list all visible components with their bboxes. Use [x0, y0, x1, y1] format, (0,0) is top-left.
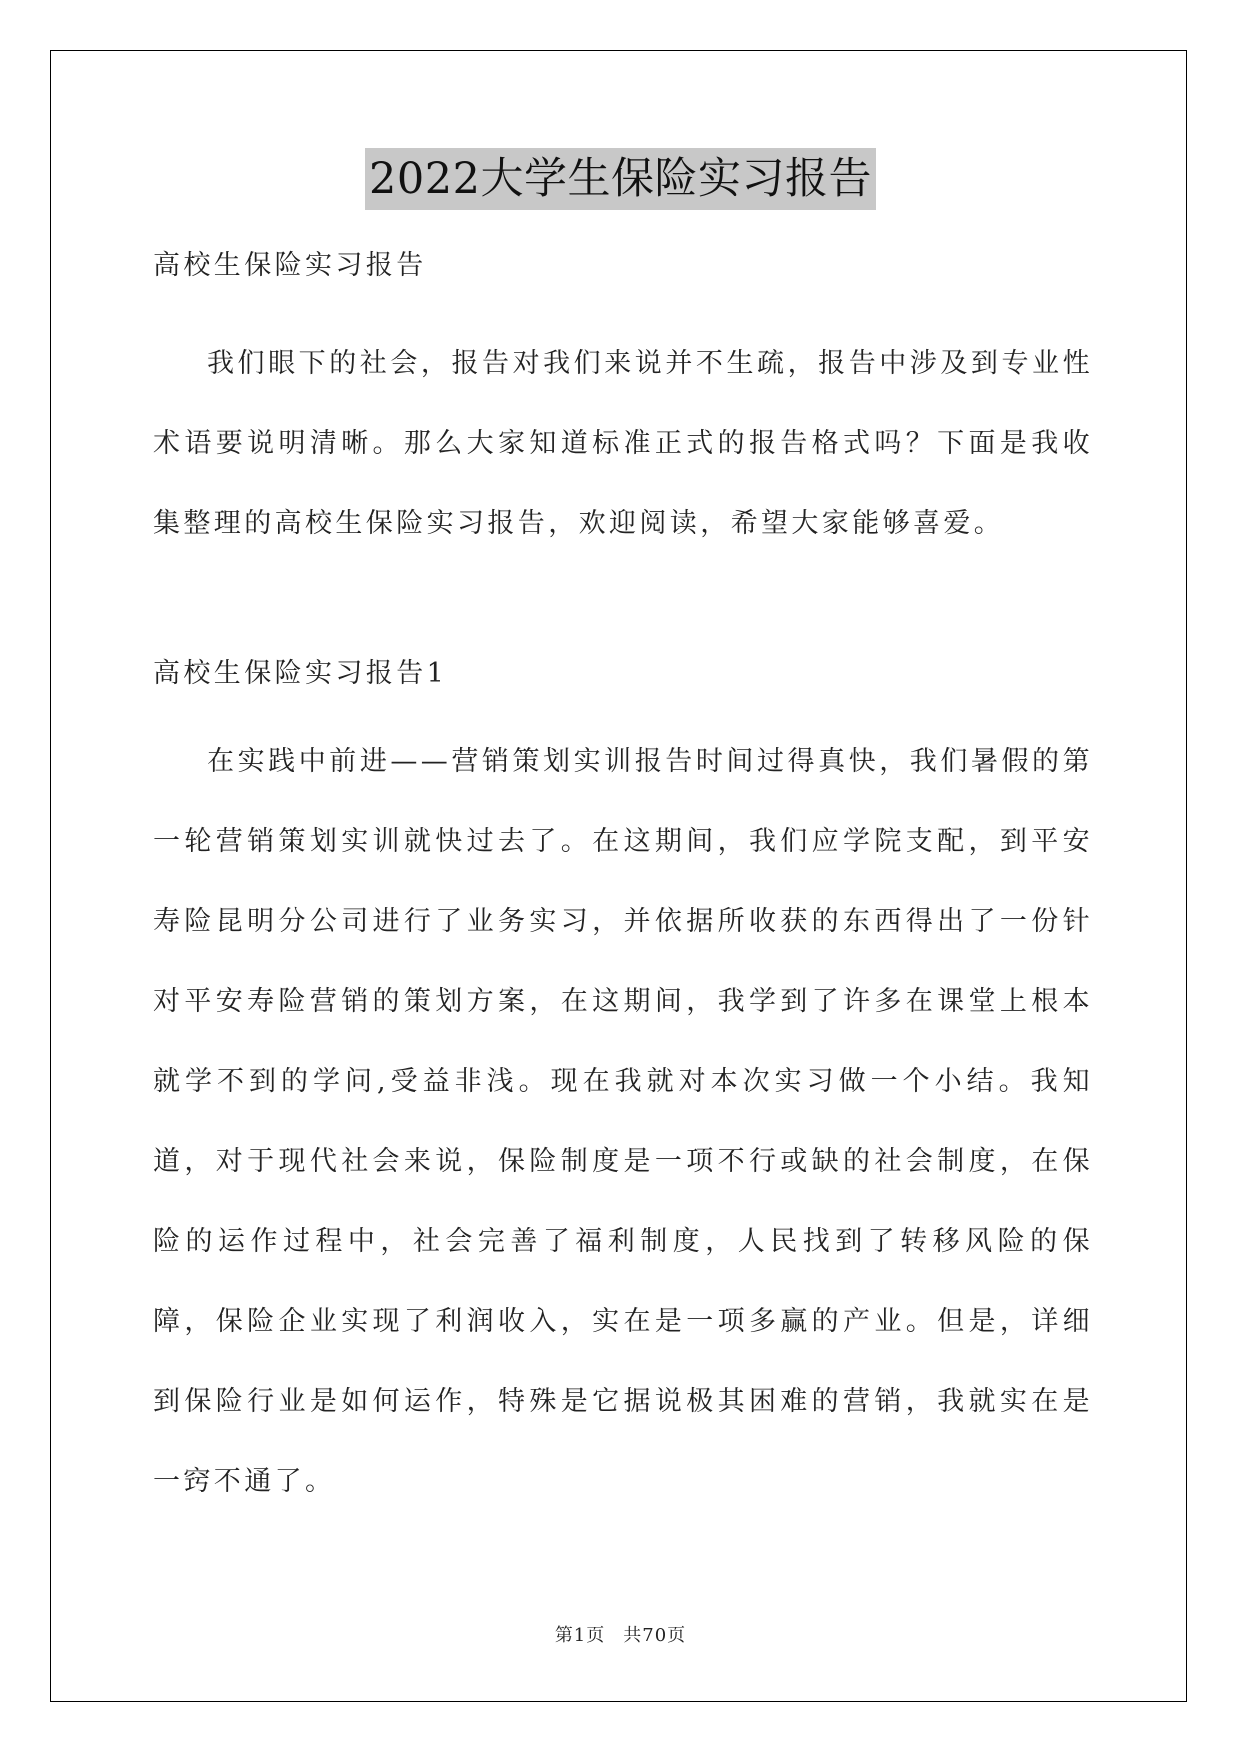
- section-heading: 高校生保险实习报告1: [153, 658, 448, 689]
- page-footer: [0, 1621, 1241, 1647]
- document-title: 2022大学生保险实习报告: [365, 148, 876, 210]
- page-number: 第1页: [554, 1625, 606, 1646]
- document-body: [153, 238, 1093, 1522]
- page-total: 共70页: [623, 1625, 687, 1646]
- intro-paragraph: 我们眼下的社会，报告对我们来说并不生疏，报告中涉及到专业性术语要说明清晰。那么大家知道标准正式的报告格式吗？下面是我收集整理的高校生保险实习报告，欢迎阅读，希望大家能够喜爱。: [153, 348, 1093, 539]
- title-container: [0, 148, 1241, 210]
- section-paragraph: 在实践中前进——营销策划实训报告时间过得真快，我们暑假的第一轮营销策划实训就快过去了。在这期间，我们应学院支配，到平安寿险昆明分公司进行了业务实习，并依据所收获的东西得出了一份针对平安寿险营销的策划方案，在这期间，我学到了许多在课堂上根本就学不到的学问,受益非浅。现在我就对本次实习做一个小结。我知道，对于现代社会来说，保险制度是一项不行或缺的社会制度，在保险的运作过程中，社会完善了福利制度，人民找到了转移风险的保障，保险企业实现了利润收入，实在是一项多赢的产业。但是，详细到保险行业是如何运作，特殊是它据说极其困难的营销，我就实在是一窍不通了。: [153, 746, 1093, 1497]
- document-subtitle: 高校生保险实习报告: [153, 250, 427, 281]
